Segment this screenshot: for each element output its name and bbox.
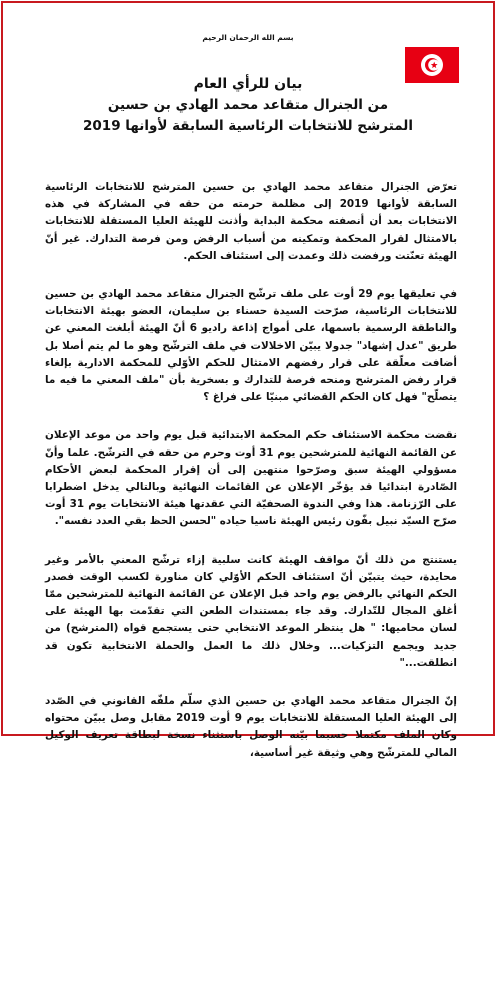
paragraph-1: تعرّض الجنرال متقاعد محمد الهادي بن حسين المترشح للانتخابات الرئاسية السابقة لأوانها 2019 إلى مظلمة حرمته من حقه في المشاركة في هذه الانتخابات بعد أن أنصفته محكمة البداية وأذنت للهيئة العليا المستقلة للانتخابات بالامتثال لقرار المحكمة وتمكينه من أسباب الرفض ومن فرصة التدارك. غير أنّ الهيئة تعنّتت ورفضت ذلك وعمدت إلى استئناف الحكم.	[45, 181, 457, 262]
paragraph-5: إنّ الجنرال متقاعد محمد الهادي بن حسين الذي سلّم ملفّه القانوني في الصّدد إلى الهيئة العليا المستقلة للانتخابات يوم 9 أوت 2019 مقابل وصل يبيّن محتواه وكان الملف مكتملا حسبما بيّنه الوصل باستثناء نسخة لبطاقة تعريف الوكيل المالي للمترشّح وهي وثيقة غير أساسية،	[45, 695, 457, 759]
statement-subtitle: المترشح للانتخابات الرئاسية السابقة لأوانها 2019	[83, 118, 413, 134]
statement-title: بيان للرأي العام	[193, 76, 303, 92]
paragraph-4: يستنتج من ذلك أنّ مواقف الهيئة كانت سلبية إزاء ترشّح المعني بالأمر وغير محايدة، حيث يتبيّن أنّ استئناف الحكم الأوّلي كان مناورة لكسب الوقت فصدر الحكم النهائي بالرفض يوم واحد قبل الإعلان عن القائمة النهائية للمترشحين ممّا أغلق المجال للتّدارك. وقد جاء بمستندات الطعن التي تقدّمت بها الهيئة على لسان محاميها: " هل ينتظر الموعد الانتخابي حتى يستجمع قواه (المترشح) من جديد ويجمع التزكيات... وخلال ذلك ما العمل والحملة الانتخابية تكون قد انطلقت..."	[45, 553, 457, 669]
statement-heading	[33, 73, 463, 137]
statement-author: من الجنرال متقاعد محمد الهادي بن حسين	[107, 97, 389, 113]
document-frame	[1, 1, 495, 759]
statement-body	[45, 179, 457, 783]
paragraph-2: في تعليقها يوم 29 أوت على ملف ترشّح الجنرال متقاعد محمد الهادي بن حسين للانتخابات الرئاسية، صرّحت السيدة حسناء بن سليمان، العضو بهيئة الانتخابات والناطقة الرسمية باسمها، على أمواج إذاعة راديو 6 أنّ الهيئة أبلغت المعني عن طريق "عدل إشهاد" جدولا يبيّن الاخلالات في ملف الترشّح وهو ما لم يتم أصلا بل أضافت معلّقة على قرار رفضهم الامتثال للحكم الأوّلي للمحكمة الادارية بإلغاء قرار رفض المترشح ومنحه فرصة للتدارك و بسخرية بأن "ملف المعني ما فيه ما يتصلّح" فهل كان الحكم القضائي مبنيّا على فراغ ؟	[45, 288, 457, 404]
paragraph-3: نقضت محكمة الاستئناف حكم المحكمة الابتدائية قبل يوم واحد من موعد الإعلان عن القائمة النهائية للمترشحين يوم 31 أوت وحرم من حقه في الترشّح. علما وأنّ مسؤولي الهيئة سبق وصرّحوا منتهين إلى أن إقرار المحكمة لبعض الأحكام الصّادرة ابتدائيا قد يؤخّر الإعلان عن القائمات النهائية وبالتالي يدخل اضطرابا على الرّزنامة. هذا وفي الندوة الصحفيّة التي عقدتها هيئة الانتخابات يوم 31 أوت صرّح السيّد نبيل بفّون رئيس الهيئة ناسيا حياده "لحسن الحظ بقي العدد نفسه".	[45, 429, 457, 528]
basmala: بسم الله الرحمان الرحيم	[202, 33, 294, 42]
